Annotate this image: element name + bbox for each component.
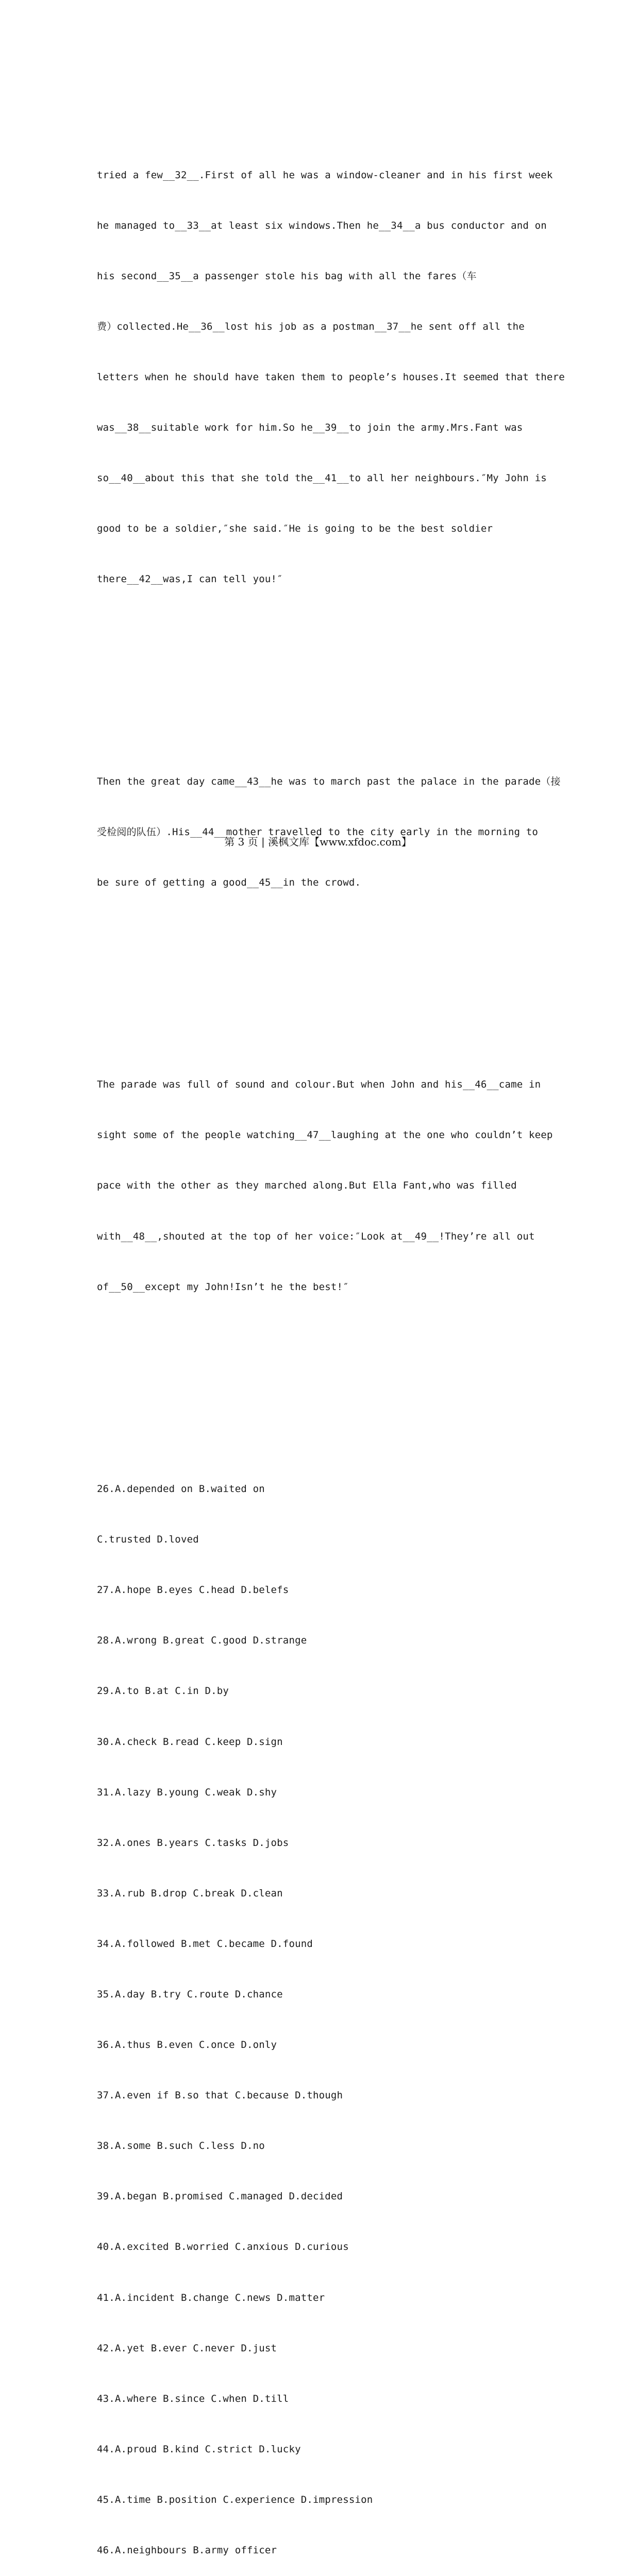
- text-line: there__42__was,I can tell you!″: [97, 573, 283, 585]
- answer-option: 40.A.excited B.worried C.anxious D.curious: [97, 2241, 349, 2253]
- text-line: 受检阅的队伍）.His__44__mother travelled to the city early in the morning to: [97, 826, 539, 838]
- answer-option: C.trusted D.loved: [97, 1534, 199, 1546]
- answer-option: 39.A.began B.promised C.managed D.decided: [97, 2191, 343, 2202]
- answer-option: 34.A.followed B.met C.became D.found: [97, 1938, 313, 1950]
- text-line: was__38__suitable work for him.So he__39__to join the army.Mrs.Fant was: [97, 421, 523, 433]
- text-line: tried a few__32__.First of all he was a window-cleaner and in his first week: [97, 169, 553, 181]
- paragraph-spacer: [97, 1380, 550, 1397]
- passage-paragraph-2: [97, 739, 561, 925]
- answer-option: 45.A.time B.position C.experience D.impression: [97, 2494, 373, 2505]
- text-line: The parade was full of sound and colour.But when John and his__46__came in: [97, 1079, 541, 1091]
- answer-option: 37.A.even if B.so that C.because D.though: [97, 2090, 343, 2102]
- answer-option: 43.A.where B.since C.when D.till: [97, 2393, 289, 2404]
- page-footer: 第 3 页 | 溪枫文库【www.xfdoc.com】: [224, 836, 412, 848]
- answer-option: 42.A.yet B.ever C.never D.just: [97, 2342, 277, 2354]
- text-line: with__48__,shouted at the top of her voice:″Look at__49__!They’re all out: [97, 1230, 535, 1242]
- text-line: sight some of the people watching__47__laughing at the one who couldn’t keep: [97, 1129, 553, 1141]
- answer-option: 26.A.depended on B.waited on: [97, 1483, 265, 1495]
- document-body: [97, 82, 565, 2576]
- text-line: Then the great day came__43__he was to march past the palace in the parade（接: [97, 775, 561, 787]
- paragraph-spacer: [97, 975, 550, 992]
- answer-option: 28.A.wrong B.great C.good D.strange: [97, 1635, 307, 1647]
- answer-option: 44.A.proud B.kind C.strict D.lucky: [97, 2443, 301, 2455]
- answer-option: 30.A.check B.read C.keep D.sign: [97, 1736, 283, 1748]
- text-line: 费）collected.He__36__lost his job as a postman__37__he sent off all the: [97, 320, 525, 332]
- text-line: so__40__about this that she told the__41__to all her neighbours.″My John is: [97, 472, 547, 484]
- text-line: his second__35__a passenger stole his bag with all the fares（车: [97, 270, 477, 282]
- text-line: of__50__except my John!Isn’t he the best!″: [97, 1281, 349, 1293]
- answer-option: 46.A.neighbours B.army officer: [97, 2545, 277, 2556]
- answer-option: 35.A.day B.try C.route D.chance: [97, 1988, 283, 2000]
- passage-paragraph-1: [97, 133, 565, 621]
- answer-option: 36.A.thus B.even C.once D.only: [97, 2039, 277, 2051]
- answer-option: 33.A.rub B.drop C.break D.clean: [97, 1887, 283, 1899]
- text-line: good to be a soldier,″she said.″He is going to be the best soldier: [97, 523, 493, 535]
- text-line: pace with the other as they marched along.But Ella Fant,who was filled: [97, 1180, 517, 1192]
- paragraph-spacer: [97, 672, 550, 689]
- answer-option: 32.A.ones B.years C.tasks D.jobs: [97, 1837, 289, 1849]
- text-line: he managed to__33__at least six windows.Then he__34__a bus conductor and on: [97, 219, 547, 231]
- answer-option: 41.A.incident B.change C.news D.matter: [97, 2292, 325, 2303]
- answer-option: 31.A.lazy B.young C.weak D.shy: [97, 1786, 277, 1798]
- text-line: be sure of getting a good__45__in the crowd.: [97, 876, 361, 888]
- text-line: letters when he should have taken them to people’s houses.It seemed that there: [97, 371, 565, 383]
- answer-option: 38.A.some B.such C.less D.no: [97, 2140, 265, 2152]
- answer-option: 27.A.hope B.eyes C.head D.belefs: [97, 1584, 289, 1596]
- answer-option: 29.A.to B.at C.in D.by: [97, 1685, 229, 1697]
- answer-options-list: [97, 1447, 550, 2576]
- passage-paragraph-3: [97, 1043, 553, 1329]
